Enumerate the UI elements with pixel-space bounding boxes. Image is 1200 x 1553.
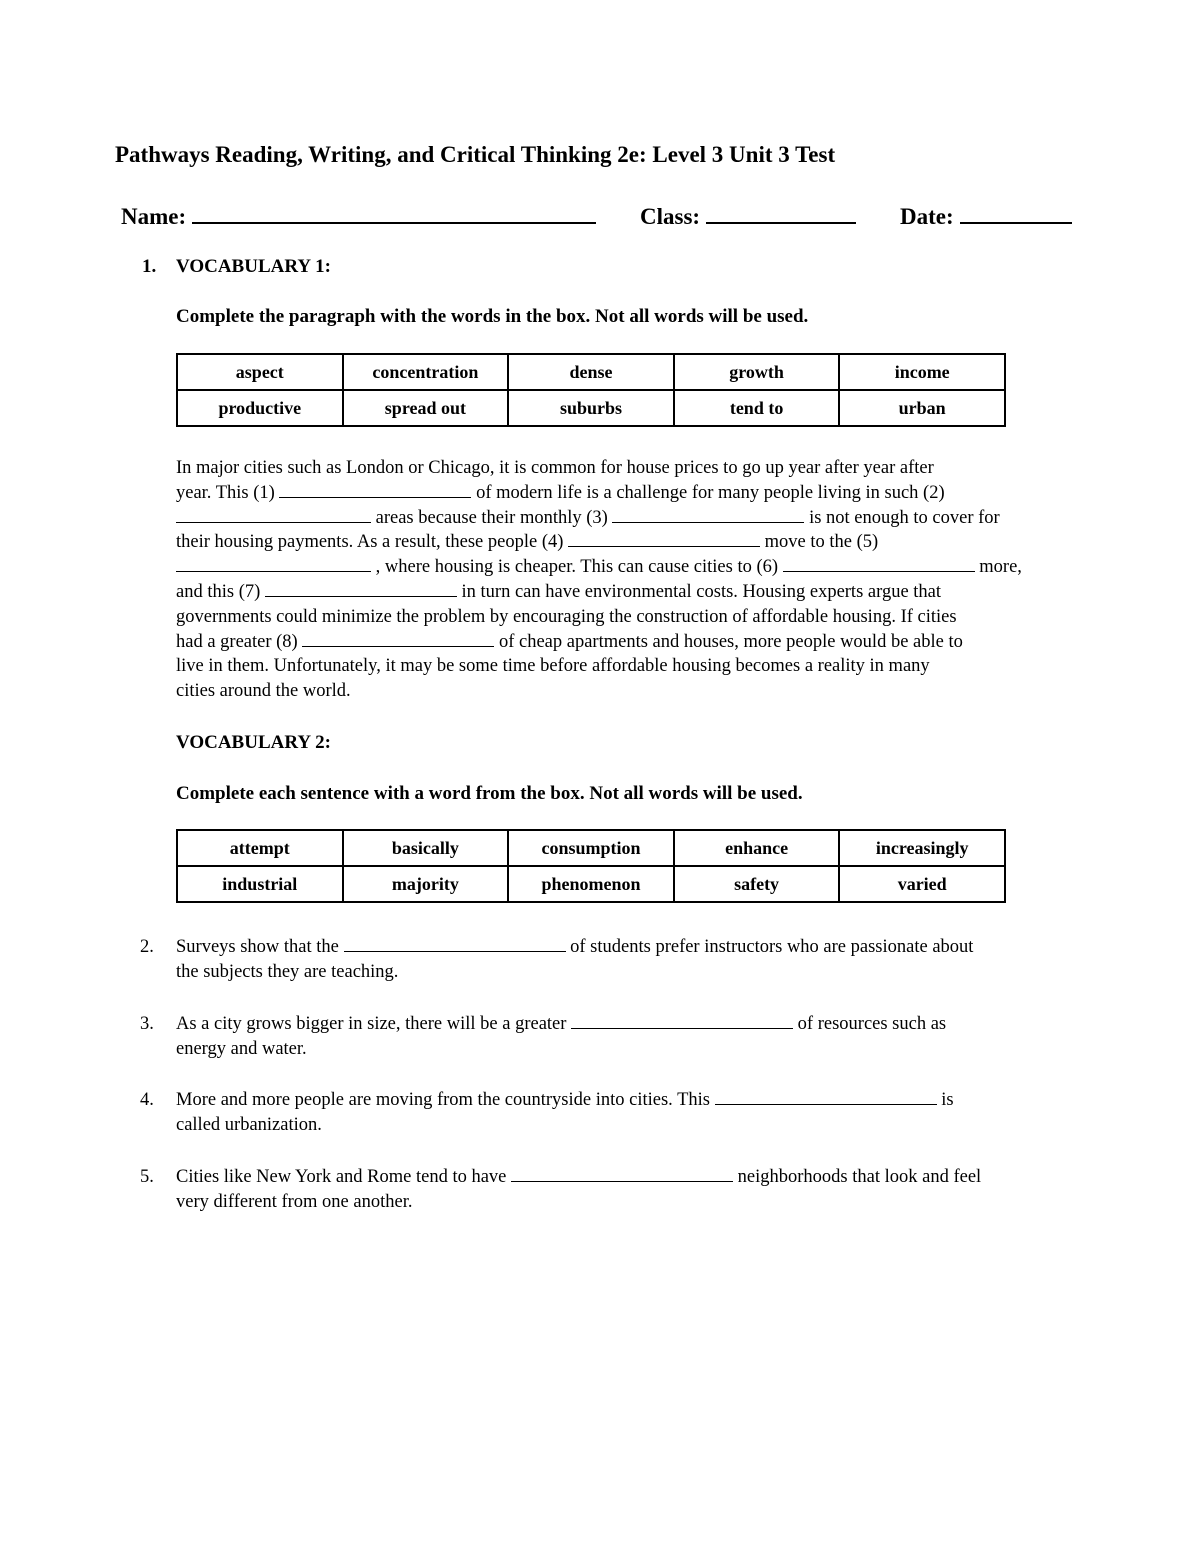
section2-instruction: Complete each sentence with a word from the box. Not all words will be used. [176,783,803,804]
word-box-row [177,354,1005,390]
question-blank[interactable] [571,1013,793,1029]
name-field [121,200,596,230]
paragraph-line: areas because their monthly (3) is not enough to cover for [176,506,1116,531]
question-text: As a city grows bigger in size, there will be a greater of resources such as energy and water. [176,1014,947,1059]
word-box-cell: varied [839,866,1005,902]
blank-1[interactable] [279,482,471,498]
word-box-cell: industrial [177,866,343,902]
word-box-cell: safety [674,866,840,902]
question-blank[interactable] [715,1089,937,1105]
word-box-cell: aspect [177,354,343,390]
question-number: 3. [140,1014,154,1034]
blank-6[interactable] [783,556,975,572]
blank-5[interactable] [176,556,371,572]
paragraph-line: and this (7) in turn can have environmental costs. Housing experts argue that [176,581,942,602]
word-box-cell: productive [177,390,343,426]
question-number: 4. [140,1090,154,1110]
word-box-cell: urban [839,390,1005,426]
section1-instruction: Complete the paragraph with the words in the box. Not all words will be used. [176,306,809,327]
class-label: Class: [640,204,701,229]
paragraph-line: year. This (1) of modern life is a challenge for many people living in such (2) [176,482,945,503]
question-text: Surveys show that the of students prefer instructors who are passionate about the subjects they are teaching. [176,937,974,982]
class-field [640,200,856,230]
page-title: Pathways Reading, Writing, and Critical Thinking 2e: Level 3 Unit 3 Test [115,142,836,167]
blank-3[interactable] [612,507,804,523]
word-box-cell: attempt [177,830,343,866]
word-box-row [177,866,1005,902]
word-box-row [177,390,1005,426]
blank-2[interactable] [176,507,371,523]
word-box-1 [176,353,1006,427]
date-field [900,200,1072,230]
paragraph-line: , where housing is cheaper. This can cause cities to (6) more, [176,555,1116,580]
word-box-cell: phenomenon [508,866,674,902]
word-box-cell: income [839,354,1005,390]
word-box-cell: concentration [343,354,509,390]
word-box-cell: increasingly [839,830,1005,866]
blank-7[interactable] [265,581,457,597]
paragraph-line: live in them. Unfortunately, it may be some time before affordable housing becomes a reality in many [176,656,930,677]
blank-4[interactable] [568,531,760,547]
word-box-cell: consumption [508,830,674,866]
word-box-cell: majority [343,866,509,902]
blank-8[interactable] [302,631,494,647]
word-box-row [177,830,1005,866]
word-box-cell: dense [508,354,674,390]
paragraph-line: had a greater (8) of cheap apartments and houses, more people would be able to [176,631,963,652]
class-blank[interactable] [706,200,856,224]
question-blank[interactable] [344,936,566,952]
paragraph-line: cities around the world. [176,681,351,702]
name-blank[interactable] [192,200,596,224]
question-text: Cities like New York and Rome tend to have neighborhoods that look and feel very different from one another. [176,1167,982,1212]
section2-heading: VOCABULARY 2: [176,732,331,753]
word-box-cell: tend to [674,390,840,426]
date-blank[interactable] [960,200,1072,224]
cloze-paragraph [176,456,1116,704]
question-number: 2. [140,937,154,957]
paragraph-line: their housing payments. As a result, these people (4) move to the (5) [176,532,879,553]
date-label: Date: [900,204,954,229]
question-number: 5. [140,1167,154,1187]
name-label: Name: [121,204,187,229]
paragraph-line: In major cities such as London or Chicago, it is common for house prices to go up year after year after [176,458,934,478]
word-box-cell: spread out [343,390,509,426]
section1-heading: VOCABULARY 1: [176,256,331,277]
section1-number: 1. [142,256,157,277]
word-box-cell: suburbs [508,390,674,426]
word-box-cell: basically [343,830,509,866]
word-box-cell: growth [674,354,840,390]
paragraph-line: governments could minimize the problem by encouraging the construction of affordable housing. If cities [176,606,957,627]
word-box-cell: enhance [674,830,840,866]
word-box-2 [176,829,1006,903]
question-blank[interactable] [511,1166,733,1182]
question-text: More and more people are moving from the countryside into cities. This is called urbanization. [176,1090,954,1135]
